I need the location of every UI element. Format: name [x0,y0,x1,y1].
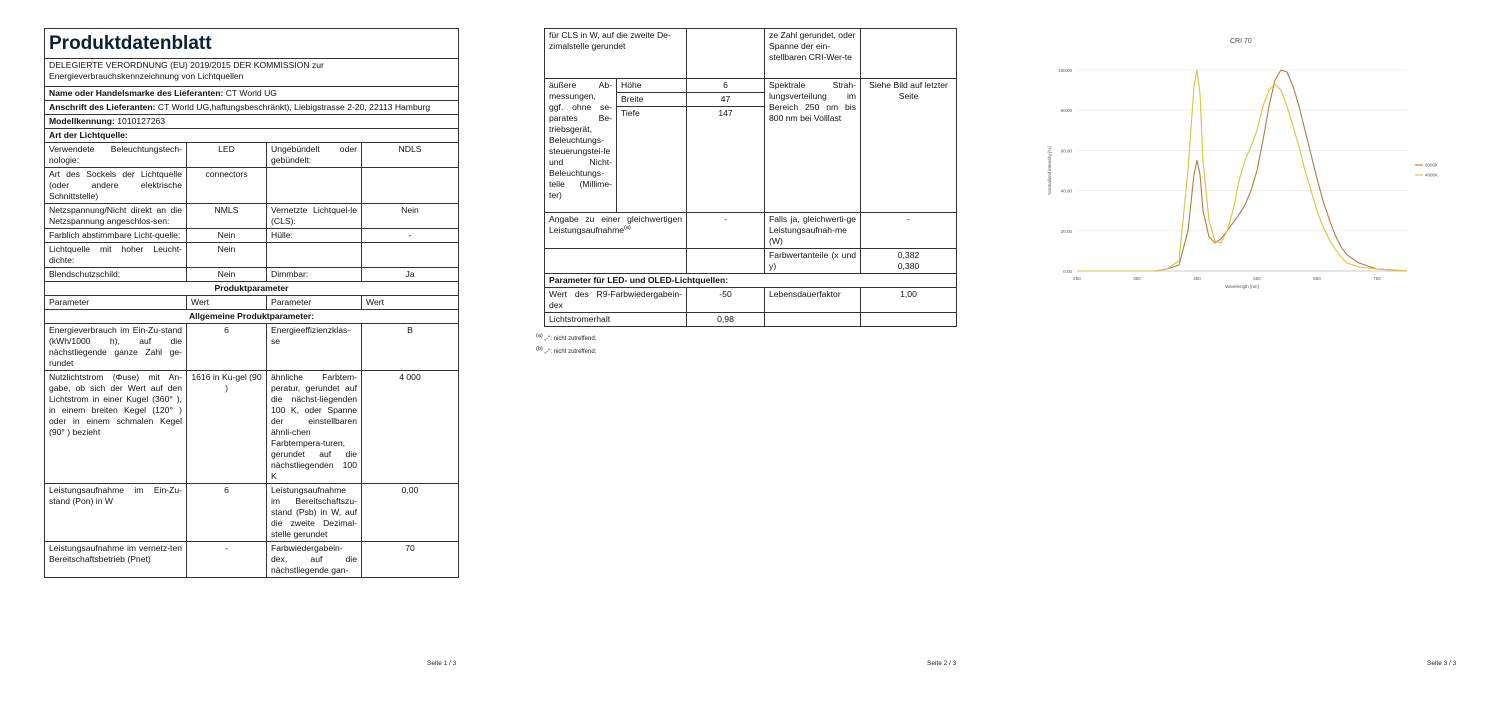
spectral-label: Spektrale Strah-lungsverteilung im Bereich 250 nm bis 800 nm bei Volllast [765,79,861,213]
datasheet-table-1 [44,28,459,578]
page-1 [0,0,500,707]
y-tick-label: 100.00 [1058,68,1072,73]
table-row: Leistungsaufnahme im vernetz-ten Bereitschaftsbetrieb (Pnet) - Farbwiedergabein-dex, auf die nächstliegende gan- 70 [45,542,459,578]
x-tick-label: 450 [1193,276,1201,281]
table-header-row: Parameter Wert Parameter Wert [45,296,459,310]
x-tick-label: 350 [1133,276,1141,281]
model-row: Modellkennung: 1010127263 [45,115,459,129]
page-number: Seite 2 / 3 [927,660,957,667]
x-tick-label: 650 [1313,276,1321,281]
product-params-heading: Produktparameter [45,282,459,296]
x-tick-label: 550 [1253,276,1261,281]
table-row: äußere Ab-messungen, ggf. ohne se-parates Be-triebsgerät, Beleuchtungs-steuerungstei-le und Nicht-Beleuchtungs-teile (Millime-ter) Höhe 6 Spektrale Strah-lungsverteilung im Bereich 250 nm bis 800 nm bei Volllast Siehe Bild auf letzter Seite [545,79,957,93]
chart-title: CRI 70 [1230,38,1252,45]
general-params-heading: Allgemeine Produktparameter: [45,310,459,324]
page-number: Seite 1 / 3 [427,660,457,667]
x-axis-label: Wavelength [nm] [1225,284,1259,289]
page-3 [1000,0,1500,707]
table-row: Verwendete Beleuchtungstech-nologie: LED Ungebündelt oder gebündelt: NDLS [45,143,459,168]
table-row: Breite 47 [545,93,957,107]
y-tick-label: 80.00 [1060,108,1072,114]
footnote-a: $^{(a)}$ „-“: nicht zutreffend; [536,333,597,342]
y-tick-label: 0.00 [1063,269,1072,274]
supplier-address-row: Anschrift des Lieferanten: CT World UG,haftungsbeschränkt), Liebigstrasse 2-20, 22113 Hamburg [45,101,459,115]
y-tick-label: 40.00 [1060,188,1072,194]
y-tick-label: 60.00 [1060,148,1072,154]
spectral-value: Siehe Bild auf letzter Seite [861,79,957,213]
y-tick-label: 20.00 [1060,228,1072,234]
legend-label: 4000K [1425,172,1439,178]
table-row: Angabe zu einer gleichwertigen Leistungsaufnahme$^{(a)}$ - Falls ja, gleichwerti-ge Leistungsaufnah-me (W) - [545,213,957,249]
table-row [545,249,957,274]
dimensions-label: äußere Ab-messungen, ggf. ohne se-parates Be-triebsgerät, Beleuchtungs-steuerungstei-le und Nicht-Beleuchtungs-teile (Millime-ter) [545,79,617,213]
table-row: Lichtquelle mit hoher Leucht-dichte: Nein [45,243,459,268]
footnote-b: $^{(b)}$ „-“: nicht zutreffend; [536,346,597,355]
table-row: Lichtstromerhalt 0,98 [545,313,957,327]
series-line-4000k [1077,70,1407,271]
led-params-heading: Parameter für LED- und OLED-Lichtquellen: [545,274,957,288]
table-row: Blendschutzschild: Nein Dimmbar: Ja [45,268,459,282]
legend-label: 3000k [1425,162,1438,168]
light-source-type-label: Art der Lichtquelle: [45,129,459,143]
page-number: Seite 3 / 3 [1427,660,1457,667]
table-row: Netzspannung/Nicht direkt an die Netzspannung angeschlos-sen: NMLS Vernetzte Lichtquel-le (CLS): Nein [45,204,459,229]
table-row: Leistungsaufnahme im Ein-Zu-stand (Pon) in W 6 Leistungsaufnahme im Bereitschaftszu-stand (Psb) in W, auf die zweite Dezimal-stelle gerundet 0,00 [45,484,459,542]
y-axis-label: Normalized intensity [%] [1047,146,1052,195]
spectral-distribution-chart [1045,50,1465,310]
table-row: Tiefe 147 [545,107,957,213]
datasheet-table-2 [544,28,957,327]
table-row: für CLS in W, auf die zweite De-zimalstelle gerundet ze Zahl gerundet, oder Spanne der ein-stellbaren CRI-Wer-te [545,29,957,79]
chromaticity-values: 0,382 0,380 [861,249,957,274]
regulation-text: DELEGIERTE VERORDNUNG (EU) 2019/2015 DER KOMMISSION zur Energieverbrauchskennzeichnung von Lichtquellen [45,59,459,87]
table-row: Nutzlichtstrom (Φuse) mit An-gabe, ob sich der Wert auf den Lichtstrom in einer Kugel (360° ), in einem breiten Kegel (120° ) oder in einem schmalen Kegel (90° ) bezieht 1616 in Ku-gel (90 ) ähnliche Farbtem-peratur, gerundet auf die nächst-liegenden 100 K, oder Spanne der einstellbaren ähnli-chen Farbtempera-turen, gerundet auf die nächstliegenden 100 K 4 000 [45,371,459,484]
x-tick-label: 250 [1073,276,1081,281]
x-tick-label: 750 [1373,276,1381,281]
chromaticity-label: Farbwertanteile (x und y) [765,249,861,274]
table-row: Farblich abstimmbare Licht-quelle: Nein Hülle: - [45,229,459,243]
supplier-name-row: Name oder Handelsmarke des Lieferanten: CT World UG [45,87,459,101]
table-row: Art des Sockels der Lichtquelle (oder andere elektrische Schnittstelle) connectors [45,168,459,204]
table-row: Energieverbrauch im Ein-Zu-stand (kWh/1000 h), auf die nächstliegende ganze Zahl ge-rundet 6 Energieeffizienzklas-se B [45,324,459,371]
table-row: Wert des R9-Farbwiedergabein-dex -50 Lebensdauerfaktor 1,00 [545,288,957,313]
document-title: Produktdatenblatt [49,33,212,54]
